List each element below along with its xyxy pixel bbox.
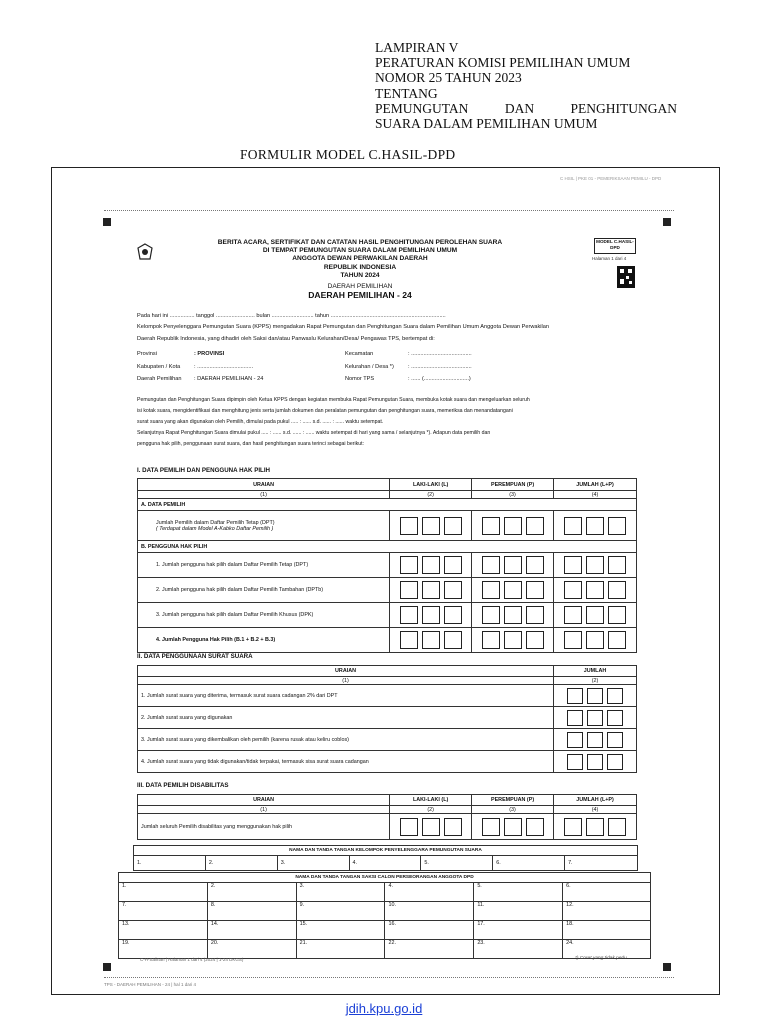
sign-cell[interactable]: 7.: [565, 856, 638, 871]
col-header: LAKI-LAKI (L): [390, 795, 472, 806]
header-line: PERATURAN KOMISI PEMILIHAN UMUM: [375, 55, 631, 71]
section-1-title: I. DATA PEMILIH DAN PENGGUNA HAK PILIH: [137, 467, 271, 474]
sign-cell[interactable]: 4.: [385, 883, 474, 902]
row-group-a: A. DATA PEMILIH: [138, 499, 637, 511]
col-header: JUMLAH (L+P): [554, 795, 637, 806]
table-row-label: 4. Jumlah surat suara yang tidak digunakan/tidak terpakai, termasuk sisa surat suara cadangan: [138, 751, 554, 773]
table-row-label: 3. Jumlah pengguna hak pilih dalam Daftar Pemilih Khusus (DPK): [138, 603, 390, 628]
field-value: : .......................................: [408, 364, 472, 370]
field-label: Daerah Pemilihan: [137, 376, 182, 382]
table-sign-saksi: [118, 872, 651, 959]
sign-cell[interactable]: 2.: [207, 883, 296, 902]
entry-boxes-l[interactable]: [390, 578, 472, 603]
sign-cell[interactable]: 14.: [207, 921, 296, 940]
corner-mark: [103, 218, 111, 226]
page-note: Halaman 1 dari 4: [592, 256, 627, 261]
col-header: URAIAN: [138, 666, 554, 677]
field-value: : .......................................: [408, 351, 472, 357]
entry-boxes-p[interactable]: [472, 814, 554, 840]
sign-cell[interactable]: 20.: [207, 940, 296, 959]
field-value: : ...... (.............................): [408, 376, 471, 382]
entry-boxes-total[interactable]: [554, 685, 637, 707]
sign-cell[interactable]: 22.: [385, 940, 474, 959]
sign-cell[interactable]: 12.: [563, 902, 651, 921]
section-3-title: III. DATA PEMILIH DISABILITAS: [137, 782, 229, 789]
table-row-label: 4. Jumlah Pengguna Hak Pilih (B.1 + B.2 + B.3): [138, 628, 390, 653]
sign-cell[interactable]: 3.: [277, 856, 349, 871]
perforation-line: [104, 210, 674, 211]
field-value: : ....................................: [194, 364, 254, 370]
field-label: Kecamatan: [345, 351, 374, 357]
sign-cell[interactable]: 17.: [474, 921, 563, 940]
field-label: Provinsi: [137, 351, 157, 357]
table-row-label: 2. Jumlah pengguna hak pilih dalam Daftar Pemilih Tambahan (DPTb): [138, 578, 390, 603]
top-right-note: C HSIL | PKE 01 - PEMERIKSAAN PEMILU - DPD: [560, 176, 662, 181]
bottom-right-note: *) Coret yang tidak perlu: [575, 956, 627, 961]
qr-code-icon: [617, 266, 635, 288]
entry-boxes-total[interactable]: [554, 814, 637, 840]
entry-boxes-p[interactable]: [472, 628, 554, 653]
sign-cell[interactable]: 7.: [119, 902, 208, 921]
model-box: MODEL C.HASIL-DPD: [594, 238, 636, 254]
field-value: : PROVINSI: [194, 351, 225, 357]
sign-cell[interactable]: 1.: [134, 856, 206, 871]
sign-cell[interactable]: 18.: [563, 921, 651, 940]
table-row-label: Jumlah Pemilih dalam Daftar Pemilih Tetap (DPT) ( Terdapat dalam Model A-Kabko Daftar Pemilih ): [138, 511, 390, 541]
table-surat-suara: URAIAN JUMLAH (1) (2) 1. Jumlah surat suara yang diterima, termasuk surat suara cadangan 2% dari DPT 2. Jumlah surat suara yang digunakan 3. Jumlah surat suara yang dikembalikan oleh pemilih (karena rusak atau keliru coblos) 4. Jumlah surat suara yang tidak digunakan/tidak terpakai, termasuk sisa surat suara cadangan: [137, 665, 637, 773]
entry-boxes-l[interactable]: [390, 511, 472, 541]
sign-cell[interactable]: 24.: [563, 940, 651, 959]
sign-saksi-title: NAMA DAN TANDA TANGAN SAKSI CALON PERSEORANGAN ANGGOTA DPD: [119, 873, 651, 883]
sign-cell[interactable]: 9.: [296, 902, 385, 921]
header-line-justified: PEMUNGUTAN DAN PENGHITUNGAN: [375, 100, 677, 116]
corner-mark: [103, 963, 111, 971]
sign-cell[interactable]: 16.: [385, 921, 474, 940]
entry-boxes-p[interactable]: [472, 578, 554, 603]
table-row-label: 2. Jumlah surat suara yang digunakan: [138, 707, 554, 729]
table-row-label: Jumlah seluruh Pemilih disabilitas yang menggunakan hak pilih: [138, 814, 390, 840]
entry-boxes-total[interactable]: [554, 628, 637, 653]
col-header: URAIAN: [138, 479, 390, 491]
entry-boxes-total[interactable]: [554, 578, 637, 603]
sign-cell[interactable]: 23.: [474, 940, 563, 959]
paragraph-line: pengguna hak pilih, penggunaan surat suara, dan hasil penghitungan suara terinci sebagai berikut:: [137, 441, 364, 447]
sign-cell[interactable]: 6.: [493, 856, 565, 871]
section-2-title: II. DATA PENGGUNAAN SURAT SUARA: [137, 653, 253, 660]
document-title: BERITA ACARA, SERTIFIKAT DAN CATATAN HASIL PENGHITUNGAN PEROLEHAN SUARA DI TEMPAT PEMUNGUTAN SUARA DALAM PEMILIHAN UMUM ANGGOTA DEWAN PERWAKILAN DAERAH REPUBLIK INDONESIA TAHUN 2024 DAERAH PEMILIHAN DAERAH PEMILIHAN - 24: [150, 239, 570, 299]
table-row-label: 3. Jumlah surat suara yang dikembalikan oleh pemilih (karena rusak atau keliru coblos): [138, 729, 554, 751]
sign-cell[interactable]: 21.: [296, 940, 385, 959]
bottom-left-note: C-H-Salinan | Halaman 1 dari 4 (2024 | 1-24 DKGS): [140, 957, 244, 962]
entry-boxes-p[interactable]: [472, 511, 554, 541]
entry-boxes-total[interactable]: [554, 511, 637, 541]
sign-cell[interactable]: 15.: [296, 921, 385, 940]
col-header: LAKI-LAKI (L): [390, 479, 472, 491]
paragraph-line: Pemungutan dan Penghitungan Suara dipimpin oleh Ketua KPPS dengan kegiatan membuka Rapat Pemungutan Suara, membuka kotak suara dan mengeluarkan seluruh: [137, 397, 530, 403]
field-label: Kelurahan / Desa *): [345, 364, 394, 370]
intro-line: Pada hari ini ................ tanggol ......................... bulan ........................... tahun ..........................................................................: [137, 313, 446, 319]
footer-link[interactable]: jdih.kpu.go.id: [345, 1001, 423, 1016]
header-line: LAMPIRAN V: [375, 40, 459, 55]
sign-cell[interactable]: 4.: [349, 856, 421, 871]
sign-kpps-title: NAMA DAN TANDA TANGAN KELOMPOK PENYELENGGARA PEMUNGUTAN SUARA: [134, 846, 638, 856]
entry-boxes-total[interactable]: [554, 707, 637, 729]
table-row-label: 1. Jumlah pengguna hak pilih dalam Daftar Pemilih Tetap (DPT): [138, 553, 390, 578]
intro-line: Daerah Republik Indonesia, yang dihadiri oleh Saksi dan/atau Panwaslu Kelurahan/Desa/ Pengawas TPS, bertempat di:: [137, 336, 435, 342]
col-header: JUMLAH: [554, 666, 637, 677]
sign-cell[interactable]: 2.: [205, 856, 277, 871]
paragraph-line: surat suara yang akan digunakan oleh Pemilih, dimulai pada pukul ..... : ...... s.d. ...... : ...... waktu setempat.: [137, 419, 384, 425]
table-sign-kpps: [133, 845, 638, 871]
bottom-strip-note: TPS - DAERAH PEMILIHAN - 24 | hal 1 dari 4: [104, 982, 196, 987]
col-header: PEREMPUAN (P): [472, 795, 554, 806]
entry-boxes-total[interactable]: [554, 729, 637, 751]
sign-cell[interactable]: 5.: [474, 883, 563, 902]
sign-cell[interactable]: 13.: [119, 921, 208, 940]
header-line: TENTANG: [375, 85, 438, 101]
row-group-b: B. PENGGUNA HAK PILIH: [138, 541, 637, 553]
corner-mark: [663, 218, 671, 226]
col-header: PEREMPUAN (P): [472, 479, 554, 491]
entry-boxes-l[interactable]: [390, 814, 472, 840]
entry-boxes-l[interactable]: [390, 603, 472, 628]
entry-boxes-total[interactable]: [554, 751, 637, 773]
sign-cell[interactable]: 1.: [119, 883, 208, 902]
sign-cell[interactable]: 5.: [421, 856, 493, 871]
daerah-value: DAERAH PEMILIHAN - 24: [308, 290, 412, 301]
lampiran-header: [375, 40, 677, 131]
entry-boxes-p[interactable]: [472, 553, 554, 578]
corner-mark: [663, 963, 671, 971]
entry-boxes-p[interactable]: [472, 603, 554, 628]
intro-line: Kelompok Penyelenggara Pemungutan Suara (KPPS) mengadakan Rapat Pemungutan dan Penghitungan Suara dalam Pemilihan Umum Anggota Dewan Perwakilan: [137, 324, 550, 330]
col-header: JUMLAH (L+P): [554, 479, 637, 491]
table-row-label: 1. Jumlah surat suara yang diterima, termasuk surat suara cadangan 2% dari DPT: [138, 685, 554, 707]
sign-cell[interactable]: 6.: [563, 883, 651, 902]
table-pemilih: URAIAN LAKI-LAKI (L) PEREMPUAN (P) JUMLAH (L+P) (1) (2) (3) (4) A. DATA PEMILIH Jumlah Pemilih dalam Daftar Pemilih Tetap (DPT) ( Terdapat dalam Model A-Kabko Daftar Pemilih ) B. PENGGUNA HAK PILIH 1. Jumlah pengguna hak pilih dalam Daftar Pemilih Tetap (DPT) 2. Jumlah pengguna hak pilih dalam Daftar Pemilih Tambahan (DPTb) 3. Jumlah pengguna hak pilih dalam Daftar Pemilih Khusus (DPK) 4. Jumlah Pengguna Hak Pilih (B.1 + B.2 + B.3): [137, 478, 637, 653]
perforation-line: [104, 977, 674, 978]
paragraph-line: isi kotak suara, mengidentifikasi dan menghitung jenis serta jumlah dokumen dan peralatan pemungutan dan penghitungan suara, memeriksa dan menandatangani: [137, 408, 513, 414]
sign-cell[interactable]: 10.: [385, 902, 474, 921]
field-value: : DAERAH PEMILIHAN - 24: [194, 376, 264, 382]
entry-boxes-total[interactable]: [554, 553, 637, 578]
sign-cell[interactable]: 19.: [119, 940, 208, 959]
form-title: FORMULIR MODEL C.HASIL-DPD: [240, 147, 456, 162]
field-label: Kabupaten / Kota: [137, 364, 181, 370]
col-header: URAIAN: [138, 795, 390, 806]
sign-cell[interactable]: 3.: [296, 883, 385, 902]
paragraph-line: Selanjutnya Rapat Penghitungan Suara dimulai pukul ..... : ...... s.d. ...... : ...... waktu setempat di hari yang sama / selanjutnya *). Adapun data pemilih dan: [137, 430, 491, 436]
sign-cell[interactable]: 8.: [207, 902, 296, 921]
entry-boxes-l[interactable]: [390, 628, 472, 653]
entry-boxes-l[interactable]: [390, 553, 472, 578]
field-label: Nomor TPS: [345, 376, 375, 382]
header-line: SUARA DALAM PEMILIHAN UMUM: [375, 116, 598, 132]
table-disabilitas: URAIAN LAKI-LAKI (L) PEREMPUAN (P) JUMLAH (L+P) (1) (2) (3) (4) Jumlah seluruh Pemilih disabilitas yang menggunakan hak pilih: [137, 794, 637, 840]
header-line: NOMOR 25 TAHUN 2023: [375, 70, 522, 86]
sign-cell[interactable]: 11.: [474, 902, 563, 921]
entry-boxes-total[interactable]: [554, 603, 637, 628]
